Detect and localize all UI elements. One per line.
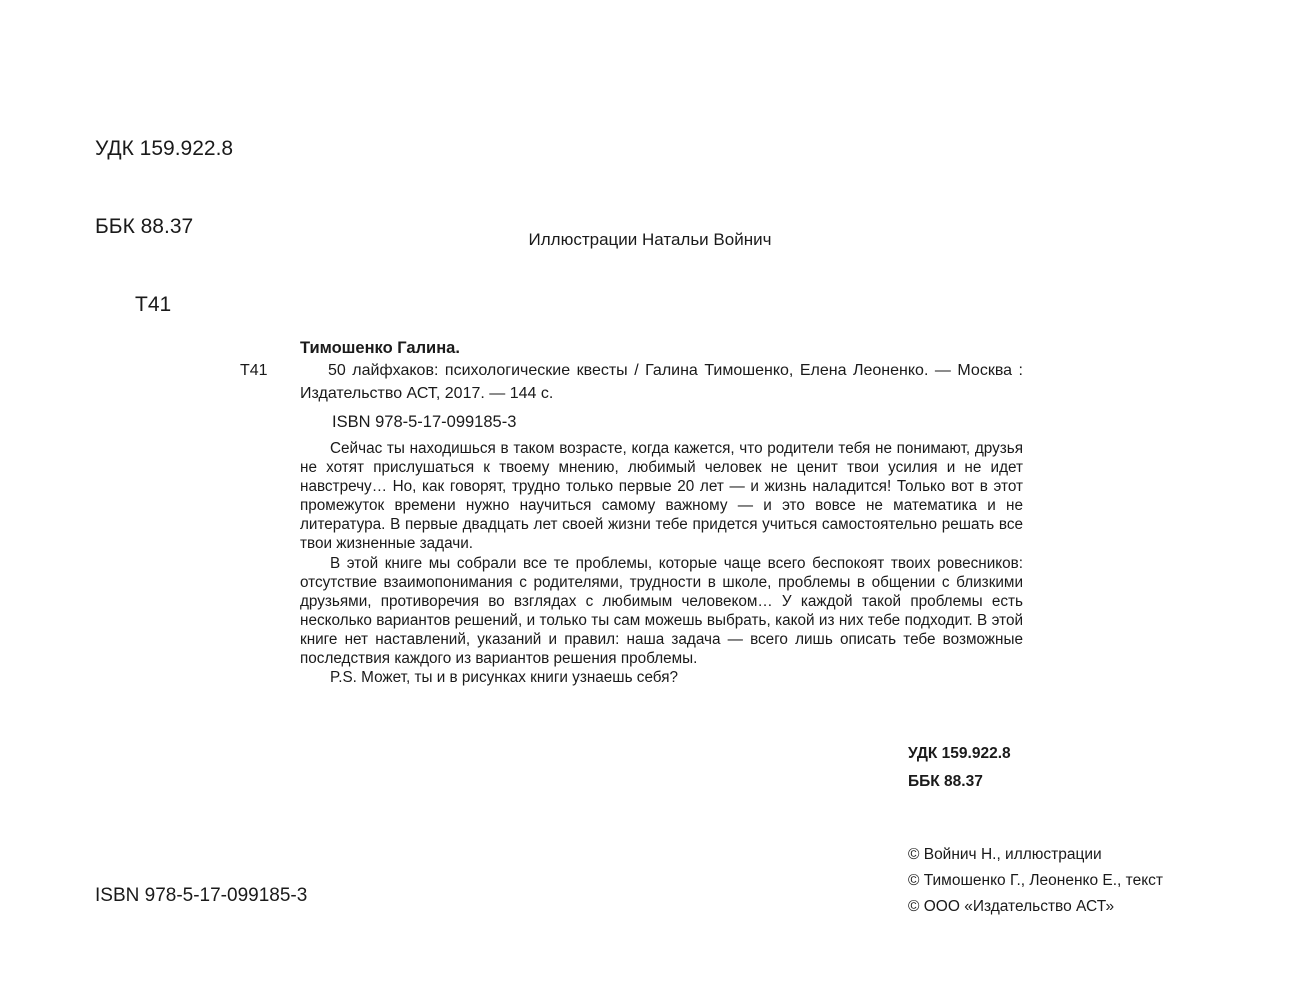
shelfmark-code-top: Т41: [135, 293, 172, 316]
bibliographic-record: [240, 338, 1023, 687]
bibliographic-description: [240, 359, 1023, 405]
shelfmark-code: Т41: [240, 362, 268, 379]
description-text: 50 лайфхаков: психологические квесты / Галина Тимошенко, Елена Леоненко. — Москва : Издательство АСТ, 2017. — 144 с.: [300, 362, 1023, 402]
udk-number-bottom: УДК 159.922.8: [908, 745, 1011, 762]
classification-block: [95, 84, 233, 370]
copyright-block: [908, 842, 1163, 920]
isbn-record: ISBN 978-5-17-099185-3: [332, 413, 517, 431]
bbk-number-top: ББК 88.37: [95, 215, 194, 238]
annotation-paragraph-3: P.S. Может, ты и в рисунках книги узнаешь себя?: [330, 669, 679, 687]
annotation-block: [300, 439, 1023, 687]
annotation-paragraph-2: В этой книге мы собрали все те проблемы, которые чаще всего беспокоят твоих ровесников: отсутствие взаимопонимания с родителями, трудности в школе, проблемы в общении с близкими друзьями, противоречия во взглядах с любимым человеком… У каждой такой проблемы есть несколько вариантов решений, и только ты сам можешь выбрать, какой из них тебе подходит. В этой книге нет наставлений, указаний и правил: наша задача — всего лишь описать тебе возможные последствия каждого из вариантов решения проблемы.: [300, 554, 1023, 668]
isbn-bottom: ISBN 978-5-17-099185-3: [95, 885, 308, 906]
copyright-illustrations: © Войнич Н., иллюстрации: [908, 846, 1102, 863]
illustration-credit: Иллюстрации Натальи Войнич: [528, 230, 772, 249]
copyright-text: © Тимошенко Г., Леоненко Е., текст: [908, 872, 1164, 889]
bbk-number-bottom: ББК 88.37: [908, 773, 983, 790]
udk-number-top: УДК 159.922.8: [95, 137, 234, 160]
author-heading: Тимошенко Галина.: [300, 339, 460, 357]
imprint-block: [908, 740, 1163, 920]
copyright-publisher: © ООО «Издательство АСТ»: [908, 898, 1115, 915]
annotation-paragraph-1: Сейчас ты находишься в таком возрасте, когда кажется, что родители тебя не понимают, друзья не хотят прислушаться к твоему мнению, любимый человек не ценит твои усилия и не идет навстречу… Но, как говорят, трудно только первые 20 лет — и жизнь наладится! Только вот в этот промежуток времени нужно научиться самому важному — и это вовсе не математика и не литература. В первые двадцать лет своей жизни тебе придется учиться самостоятельно решать все твои жизненные задачи.: [300, 440, 1023, 553]
